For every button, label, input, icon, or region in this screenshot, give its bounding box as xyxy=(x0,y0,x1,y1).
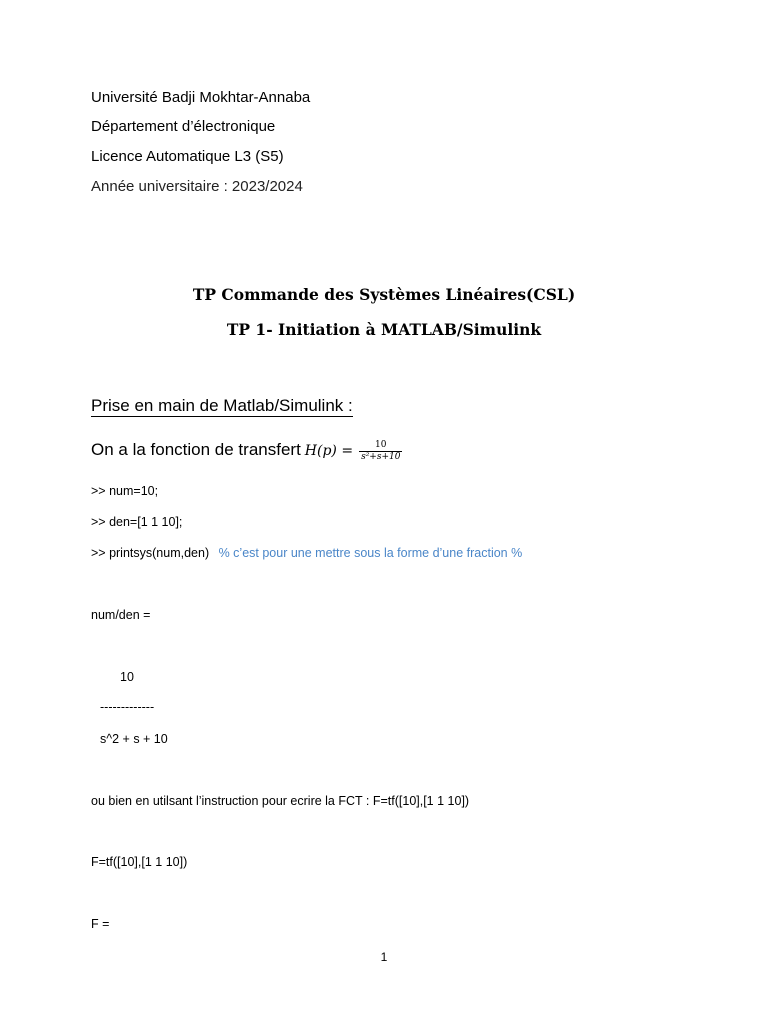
page-number: 1 xyxy=(380,950,388,964)
fraction-numerator: 10 xyxy=(375,440,387,450)
department-name: Département d’électronique xyxy=(91,118,276,135)
university-name: Université Badji Mokhtar-Annaba xyxy=(91,89,311,106)
output-denominator: s^2 + s + 10 xyxy=(100,732,168,746)
code-line-den: >> den=[1 1 10]; xyxy=(91,515,183,529)
printsys-command: >> printsys(num,den) xyxy=(91,546,210,560)
code-line-num: >> num=10; xyxy=(91,484,159,498)
alternative-instruction-text: ou bien en utilsant l’instruction pour ecrire la FCT : F=tf([10],[1 1 10]) xyxy=(91,794,470,808)
transfer-function-lhs: H(p) = xyxy=(304,443,354,460)
transfer-function-intro xyxy=(91,440,402,463)
printsys-comment: % c’est pour une mettre sous la forme d’une fraction % xyxy=(218,546,523,560)
output-numerator: 10 xyxy=(120,670,134,684)
intro-text: On a la fonction de transfert xyxy=(91,440,301,460)
course-title: TP Commande des Systèmes Linéaires(CSL) xyxy=(192,285,576,304)
f-output-label: F = xyxy=(91,917,110,931)
output-fraction-bar: ------------- xyxy=(100,700,155,714)
tf-command: F=tf([10],[1 1 10]) xyxy=(91,855,188,869)
section-heading: Prise en main de Matlab/Simulink : xyxy=(91,396,353,415)
output-label: num/den = xyxy=(91,608,151,622)
program-name: Licence Automatique L3 (S5) xyxy=(91,148,284,165)
tp-title: TP 1- Initiation à MATLAB/Simulink xyxy=(226,320,542,339)
fraction-denominator: s²+s+10 xyxy=(361,452,401,462)
academic-year: Année universitaire : 2023/2024 xyxy=(91,178,303,195)
transfer-function-fraction xyxy=(359,440,402,463)
code-line-printsys xyxy=(91,546,522,560)
